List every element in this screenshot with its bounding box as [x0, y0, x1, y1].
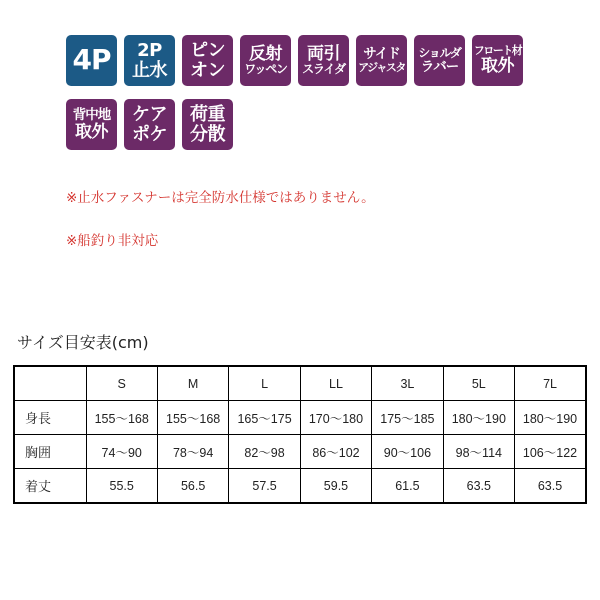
badge-float-removable: フロート材 取外 [472, 35, 523, 86]
table-cell: 57.5 [229, 469, 300, 504]
table-cell: 180〜190 [443, 401, 514, 435]
size-header: L [229, 366, 300, 401]
badge-reflective-patch: 反射 ワッペン [240, 35, 291, 86]
badge-double-slider: 両引 スライダ [298, 35, 349, 86]
table-cell: 78〜94 [157, 435, 228, 469]
badge-back-removable: 背中地 取外 [66, 99, 117, 150]
table-cell: 74〜90 [86, 435, 157, 469]
corner-cell [14, 366, 86, 401]
badge-side-adjuster: サイド アジャスタ [356, 35, 407, 86]
size-header: 7L [515, 366, 586, 401]
badge-pin-on: ピン オン [182, 35, 233, 86]
table-cell: 59.5 [300, 469, 371, 504]
size-header: M [157, 366, 228, 401]
table-row-length [14, 469, 586, 504]
table-cell: 86〜102 [300, 435, 371, 469]
table-cell: 180〜190 [515, 401, 586, 435]
note-waterproof: ※止水ファスナーは完全防水仕様ではありません。 [66, 190, 375, 206]
table-cell: 82〜98 [229, 435, 300, 469]
table-cell: 63.5 [443, 469, 514, 504]
table-cell: 165〜175 [229, 401, 300, 435]
size-header: 5L [443, 366, 514, 401]
size-header: LL [300, 366, 371, 401]
note-boat-fishing: ※船釣り非対応 [66, 233, 159, 249]
table-row-chest [14, 435, 586, 469]
table-cell: 90〜106 [372, 435, 443, 469]
badge-care-pocket: ケア ポケ [124, 99, 175, 150]
size-header: S [86, 366, 157, 401]
row-label: 身長 [14, 401, 86, 435]
table-cell: 63.5 [515, 469, 586, 504]
table-cell: 175〜185 [372, 401, 443, 435]
size-header: 3L [372, 366, 443, 401]
table-cell: 56.5 [157, 469, 228, 504]
row-label: 着丈 [14, 469, 86, 504]
row-label: 胸囲 [14, 435, 86, 469]
table-cell: 155〜168 [86, 401, 157, 435]
badge-shoulder-rubber: ショルダ ラバー [414, 35, 465, 86]
badge-4p: 4P [66, 35, 117, 86]
table-row-height [14, 401, 586, 435]
table-cell: 61.5 [372, 469, 443, 504]
table-cell: 106〜122 [515, 435, 586, 469]
table-cell: 98〜114 [443, 435, 514, 469]
size-table [13, 365, 587, 504]
table-header-row [14, 366, 586, 401]
table-cell: 155〜168 [157, 401, 228, 435]
size-table-title: サイズ目安表(cm) [17, 333, 149, 352]
table-cell: 170〜180 [300, 401, 371, 435]
badge-load-distribution: 荷重 分散 [182, 99, 233, 150]
table-cell: 55.5 [86, 469, 157, 504]
badge-2p-shisui: 2P 止水 [124, 35, 175, 86]
